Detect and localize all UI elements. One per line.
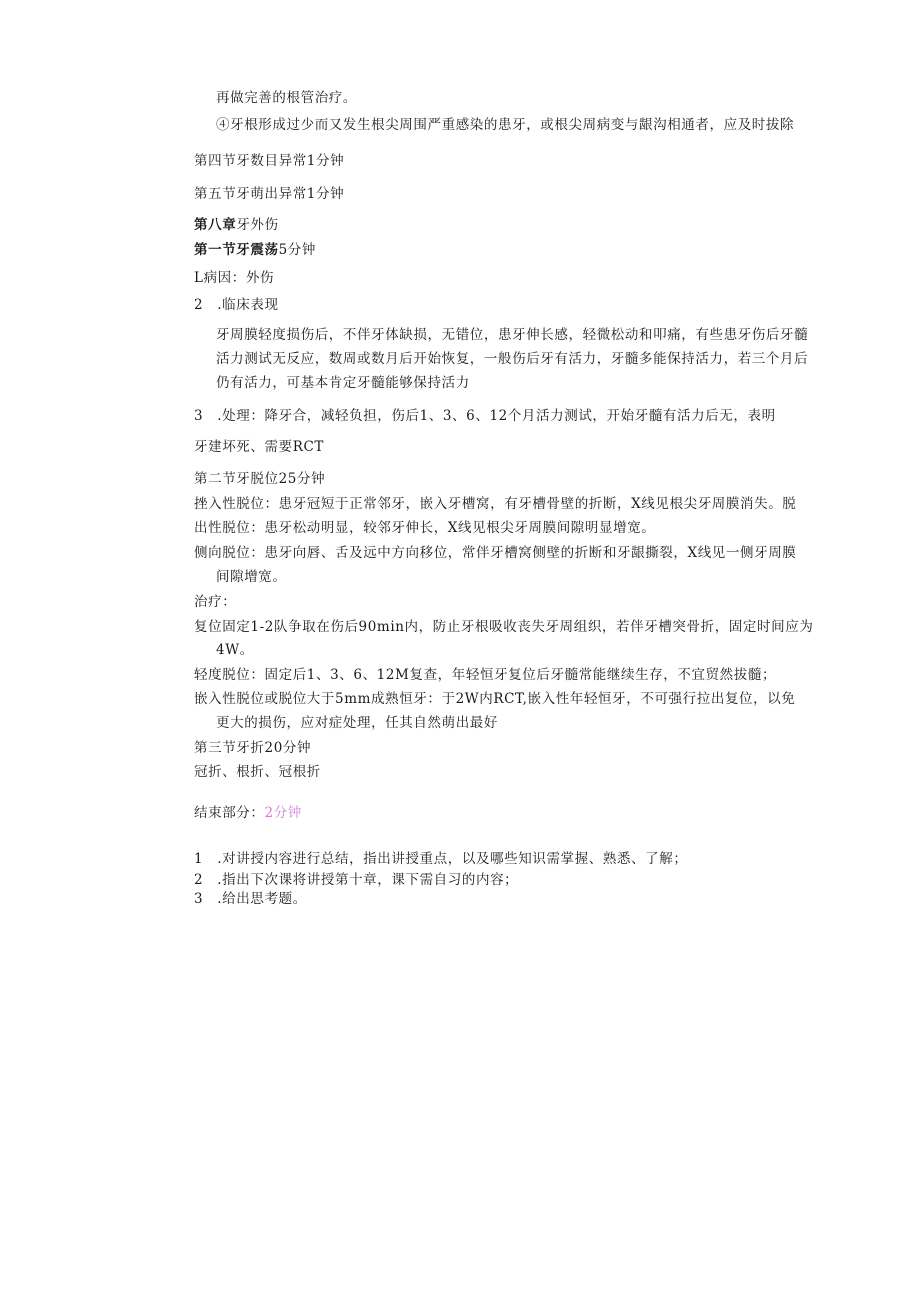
closing-label: 结束部分： [194, 805, 265, 821]
section-title: 第一节牙震荡 [194, 242, 279, 258]
text-line: 复位固定1-2队争取在伤后90min内，防止牙根吸收丧失牙周组织，若伴牙槽突骨折，固定时间应为 [194, 619, 814, 635]
text-line: 2 .临床表现 [194, 297, 279, 313]
section-heading: 第四节牙数目异常1分钟 [194, 153, 345, 169]
text-line: 活力测试无反应，数周或数月后开始恢复，一般伤后牙有活力，牙髓多能保持活力，若三个月后 [216, 351, 809, 367]
section-duration: 5分钟 [278, 242, 316, 258]
closing-duration: 2分钟 [264, 805, 302, 821]
text-line: 出性脱位：患牙松动明显，较邻牙伸长，X线见根尖牙周膜间隙明显增宽。 [194, 520, 656, 536]
closing-heading [194, 803, 302, 823]
text-line: 挫入性脱位：患牙冠短于正常邻牙，嵌入牙槽窝，有牙槽骨壁的折断，X线见根尖牙周膜消失。脱 [194, 496, 797, 512]
text-line: 间隙增宽。 [216, 569, 287, 585]
section-heading: 第二节牙脱位25分钟 [194, 471, 326, 487]
text-line: 更大的损伤，应对症处理，任其自然萌出最好 [216, 715, 498, 731]
chapter-number: 第八章 [194, 217, 237, 233]
text-line: 治疗： [194, 594, 237, 610]
text-line: 侧向脱位：患牙向唇、舌及远中方向移位，常伴牙槽窝侧壁的折断和牙龈撕裂，X线见一侧牙周膜 [194, 545, 797, 561]
section-heading: 第五节牙萌出异常1分钟 [194, 186, 345, 202]
text-line: ④牙根形成过少而又发生根尖周围严重感染的患牙，或根尖周病变与龈沟相通者，应及时拔除 [216, 117, 795, 133]
text-line: 冠折、根折、冠根折 [194, 764, 321, 780]
text-line: 轻度脱位：固定后1、3、6、12M复查，年轻恒牙复位后牙髓常能继续生存，不宜贸然拔髓； [194, 667, 777, 683]
list-item: 1 .对讲授内容进行总结，指出讲授重点，以及哪些知识需掌握、熟悉、了解； [194, 851, 688, 867]
list-item: 2 .指出下次课将讲授第十章，课下需自习的内容； [194, 872, 519, 888]
text-line: 4W。 [216, 642, 254, 658]
text-line: L病因：外伤 [194, 270, 275, 286]
text-line: 仍有活力，可基本肯定牙髓能够保持活力 [216, 375, 470, 391]
text-line: 3 .处理：降牙合，减轻负担，伤后1、3、6、12个月活力测试，开始牙髓有活力后无，表明 [194, 408, 776, 424]
text-line: 再做完善的根管治疗。 [216, 90, 357, 106]
chapter-heading [194, 215, 279, 235]
text-line: 嵌入性脱位或脱位大于5mm成熟恒牙：于2W内RCT,嵌入性年轻恒牙，不可强行拉出复位，以免 [194, 691, 796, 707]
text-line: 牙周膜轻度损伤后，不伴牙体缺损，无错位，患牙伸长感，轻微松动和叩痛，有些患牙伤后牙髓 [216, 327, 809, 343]
chapter-title: 牙外伤 [236, 217, 279, 233]
section-heading: 第三节牙折20分钟 [194, 740, 312, 756]
list-item: 3 .给出思考题。 [194, 891, 307, 907]
section-heading [194, 240, 316, 260]
text-line: 牙建坏死、需要RCT [194, 439, 324, 455]
